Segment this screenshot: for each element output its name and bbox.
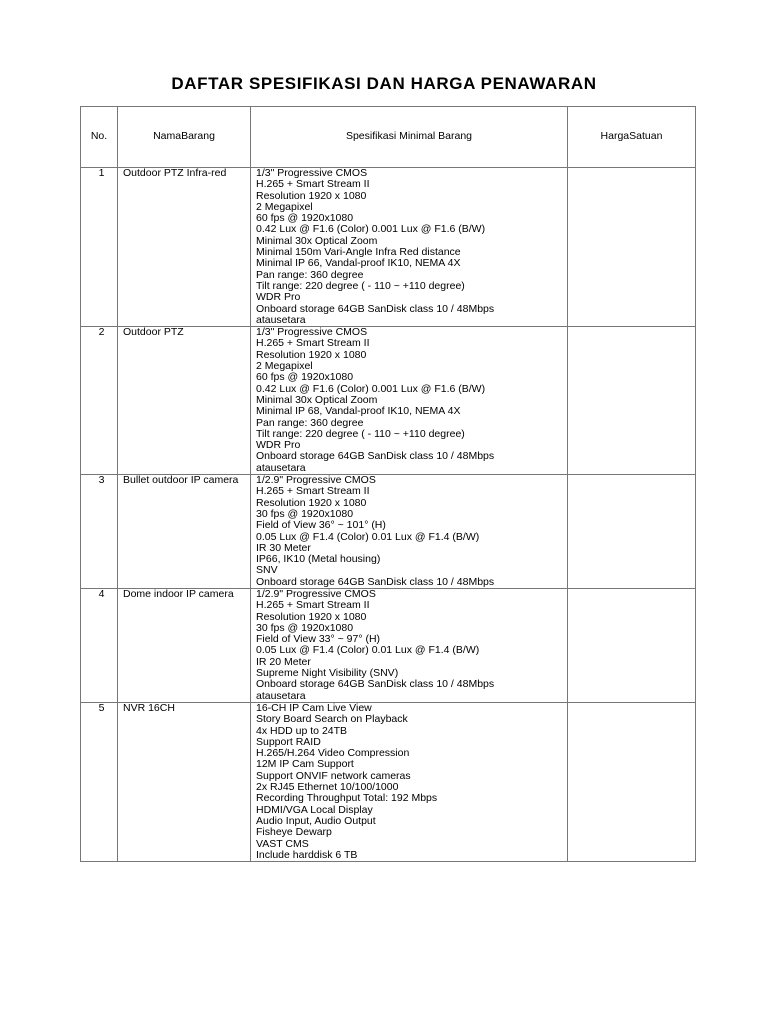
- item-name: Outdoor PTZ: [118, 327, 251, 475]
- header-spec: Spesifikasi Minimal Barang: [251, 107, 568, 168]
- spec-line: 30 fps @ 1920x1080: [256, 621, 354, 634]
- row-number: 5: [81, 702, 118, 861]
- spec-line: VAST CMS: [256, 837, 309, 850]
- spec-line: WDR Pro: [256, 291, 301, 304]
- spec-line: Tilt range: 220 degree ( - 110 ~ +110 degree): [256, 427, 465, 440]
- item-name: Bullet outdoor IP camera: [118, 475, 251, 589]
- spec-line: IR 30 Meter: [256, 541, 311, 554]
- spec-line: 12M IP Cam Support: [256, 758, 354, 771]
- spec-line: H.265 + Smart Stream II: [256, 485, 370, 498]
- spec-line: atausetara: [256, 461, 306, 474]
- table-row: [81, 702, 696, 861]
- header-no: No.: [81, 107, 118, 168]
- spec-line: 1/2.9" Progressive CMOS: [256, 474, 376, 487]
- item-spec: [251, 168, 568, 327]
- item-spec: [251, 327, 568, 475]
- spec-line: 30 fps @ 1920x1080: [256, 507, 354, 520]
- spec-line: Resolution 1920 x 1080: [256, 610, 367, 623]
- spec-line: 60 fps @ 1920x1080: [256, 371, 354, 384]
- spec-line: 2x RJ45 Ethernet 10/100/1000: [256, 781, 399, 794]
- unit-price: [568, 327, 696, 475]
- spec-line: Fisheye Dewarp: [256, 826, 332, 839]
- spec-line: SNV: [256, 564, 278, 577]
- item-spec: [251, 702, 568, 861]
- row-number: 1: [81, 168, 118, 327]
- spec-line: Story Board Search on Playback: [256, 713, 408, 726]
- spec-line: 0.05 Lux @ F1.4 (Color) 0.01 Lux @ F1.4 (B/W): [256, 644, 480, 657]
- document-title: DAFTAR SPESIFIKASI DAN HARGA PENAWARAN: [171, 74, 597, 93]
- spec-line: Tilt range: 220 degree ( - 110 ~ +110 degree): [256, 279, 465, 292]
- spec-line: Supreme Night Visibility (SNV): [256, 667, 399, 680]
- unit-price: [568, 168, 696, 327]
- item-name: Dome indoor IP camera: [118, 588, 251, 702]
- row-number: 2: [81, 327, 118, 475]
- spec-line: Resolution 1920 x 1080: [256, 348, 367, 361]
- spec-line: Include harddisk 6 TB: [256, 848, 358, 861]
- spec-line: H.265 + Smart Stream II: [256, 178, 370, 191]
- spec-line: 60 fps @ 1920x1080: [256, 212, 354, 225]
- spec-line: Onboard storage 64GB SanDisk class 10 / 48Mbps: [256, 678, 495, 691]
- spec-line: Field of View 36° ~ 101° (H): [256, 519, 386, 532]
- item-name: Outdoor PTZ Infra-red: [118, 168, 251, 327]
- table-row: [81, 588, 696, 702]
- spec-line: H.265 + Smart Stream II: [256, 337, 370, 350]
- spec-line: Pan range: 360 degree: [256, 416, 364, 429]
- header-name: NamaBarang: [118, 107, 251, 168]
- table-row: [81, 327, 696, 475]
- spec-line: Field of View 33° ~ 97° (H): [256, 633, 381, 646]
- spec-line: Support ONVIF network cameras: [256, 769, 411, 782]
- unit-price: [568, 475, 696, 589]
- spec-line: Minimal IP 66, Vandal-proof IK10, NEMA 4X: [256, 257, 461, 270]
- spec-line: Onboard storage 64GB SanDisk class 10 / 48Mbps: [256, 575, 495, 588]
- spec-line: Minimal 30x Optical Zoom: [256, 234, 378, 247]
- table-row: [81, 475, 696, 589]
- spec-line: Resolution 1920 x 1080: [256, 189, 367, 202]
- spec-line: H.265/H.264 Video Compression: [256, 747, 410, 760]
- spec-line: 4x HDD up to 24TB: [256, 724, 348, 737]
- spec-line: Recording Throughput Total: 192 Mbps: [256, 792, 438, 805]
- spec-line: 1/3" Progressive CMOS: [256, 167, 368, 179]
- spec-line: H.265 + Smart Stream II: [256, 599, 370, 612]
- row-number: 4: [81, 588, 118, 702]
- table-row: [81, 168, 696, 327]
- spec-line: 0.42 Lux @ F1.6 (Color) 0.001 Lux @ F1.6 (B/W): [256, 382, 486, 395]
- spec-line: WDR Pro: [256, 439, 301, 452]
- row-number: 3: [81, 475, 118, 589]
- spec-line: HDMI/VGA Local Display: [256, 803, 373, 816]
- spec-line: atausetara: [256, 689, 306, 702]
- spec-line: Support RAID: [256, 735, 321, 748]
- spec-line: Audio Input, Audio Output: [256, 814, 376, 827]
- spec-line: 0.42 Lux @ F1.6 (Color) 0.001 Lux @ F1.6 (B/W): [256, 223, 486, 236]
- table-header-row: [81, 107, 696, 168]
- item-name: NVR 16CH: [118, 702, 251, 861]
- spec-line: IP66, IK10 (Metal housing): [256, 553, 381, 566]
- spec-line: atausetara: [256, 313, 306, 326]
- unit-price: [568, 588, 696, 702]
- spec-line: Minimal 150m Vari-Angle Infra Red distance: [256, 246, 461, 259]
- header-price: HargaSatuan: [568, 107, 696, 168]
- spec-line: Resolution 1920 x 1080: [256, 496, 367, 509]
- spec-line: 1/3" Progressive CMOS: [256, 326, 368, 339]
- spec-line: Minimal IP 68, Vandal-proof IK10, NEMA 4X: [256, 405, 461, 418]
- unit-price: [568, 702, 696, 861]
- spec-line: 0.05 Lux @ F1.4 (Color) 0.01 Lux @ F1.4 (B/W): [256, 530, 480, 543]
- item-spec: [251, 475, 568, 589]
- spec-line: IR 20 Meter: [256, 655, 311, 668]
- spec-line: Pan range: 360 degree: [256, 268, 364, 281]
- spec-line: 1/2.9" Progressive CMOS: [256, 587, 376, 600]
- spec-line: Onboard storage 64GB SanDisk class 10 / 48Mbps: [256, 302, 495, 315]
- spec-line: 2 Megapixel: [256, 200, 313, 213]
- spec-line: Minimal 30x Optical Zoom: [256, 393, 378, 406]
- item-spec: [251, 588, 568, 702]
- specification-table: [80, 106, 696, 862]
- spec-line: Onboard storage 64GB SanDisk class 10 / 48Mbps: [256, 450, 495, 463]
- spec-line: 2 Megapixel: [256, 360, 313, 373]
- spec-line: 16-CH IP Cam Live View: [256, 701, 372, 714]
